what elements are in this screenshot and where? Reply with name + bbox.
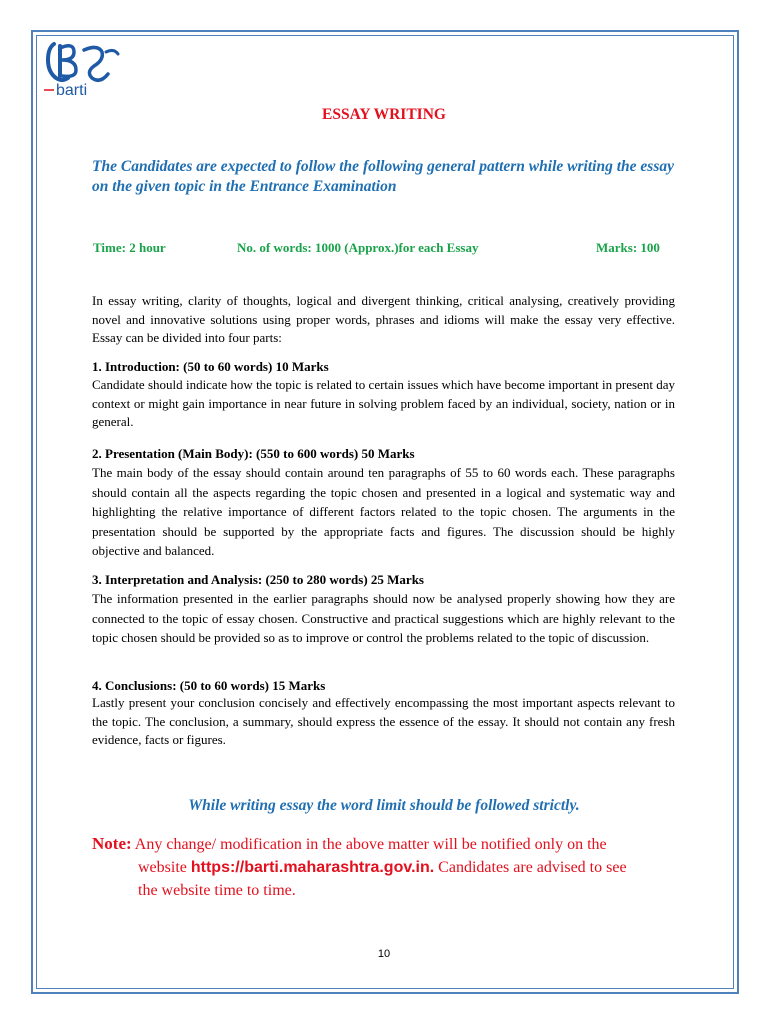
note-text-line3: the website time to time. — [138, 882, 296, 899]
document-title: ESSAY WRITING — [322, 106, 446, 123]
section-body-conclusions: Lastly present your conclusion concisely and effectively encompassing the most important aspects relevant to the topic. The conclusion, a summary, should express the essence of the essay. It should not contain any fresh evidence, facts or figures. — [92, 695, 675, 747]
note-text-advice: Candidates are advised to see — [438, 859, 627, 876]
page-number: 10 — [377, 948, 391, 960]
time-info: Time: 2 hour — [93, 240, 166, 255]
section-body-interpretation: The information presented in the earlier paragraphs should now be analysed properly showing how they are connected to the topic of essay chosen. Constructive and practical suggestions which are highly relevant to the topic chosen should be provided so as to improve or control the problems related to the topic of discussion. — [92, 591, 675, 645]
opening-paragraph: In essay writing, clarity of thoughts, logical and divergent thinking, critical analysing, creatively providing novel and innovative solutions using proper words, phrases and idioms will make the essay very effective. Essay can be divided into four parts: — [92, 293, 675, 345]
word-count-info: No. of words: 1000 (Approx.)for each Essay — [237, 240, 479, 255]
section-body-introduction: Candidate should indicate how the topic is related to certain issues which have become important in present day context or might gain importance in near future in solving problem faced by an individual, society, nation or in general. — [92, 377, 675, 429]
section-body-presentation: The main body of the essay should contain around ten paragraphs of 55 to 60 words each. These paragraphs should contain all the aspects regarding the topic chosen and presented in a logical and systematic way and highlighting the relative importance of different factors related to the topic chosen. The arguments in the presentation should be supported by the appropriate facts and figures. The discussion should be highly objective and balanced. — [92, 465, 675, 558]
section-heading-conclusions: 4. Conclusions: (50 to 60 words) 15 Marks — [92, 678, 326, 693]
word-limit-reminder: While writing essay the word limit should be followed strictly. — [188, 797, 580, 814]
note-text-website: website — [138, 859, 187, 876]
section-heading-introduction: 1. Introduction: (50 to 60 words) 10 Marks — [92, 359, 329, 374]
barti-logo — [40, 38, 130, 100]
section-heading-interpretation: 3. Interpretation and Analysis: (250 to 280 words) 25 Marks — [92, 572, 424, 587]
section-heading-presentation: 2. Presentation (Main Body): (550 to 600 words) 50 Marks — [92, 446, 415, 461]
instructions-intro: The Candidates are expected to follow the following general pattern while writing the essay on the given topic in the Entrance Examination — [92, 158, 674, 195]
note-block — [92, 832, 692, 902]
marks-info: Marks: 100 — [596, 240, 660, 255]
note-text-line1: Any change/ modification in the above matter will be notified only on the — [134, 836, 607, 853]
svg-text:barti: barti — [56, 82, 88, 99]
website-link[interactable]: https://barti.maharashtra.gov.in. — [190, 859, 435, 876]
note-label: Note: — [92, 834, 132, 853]
